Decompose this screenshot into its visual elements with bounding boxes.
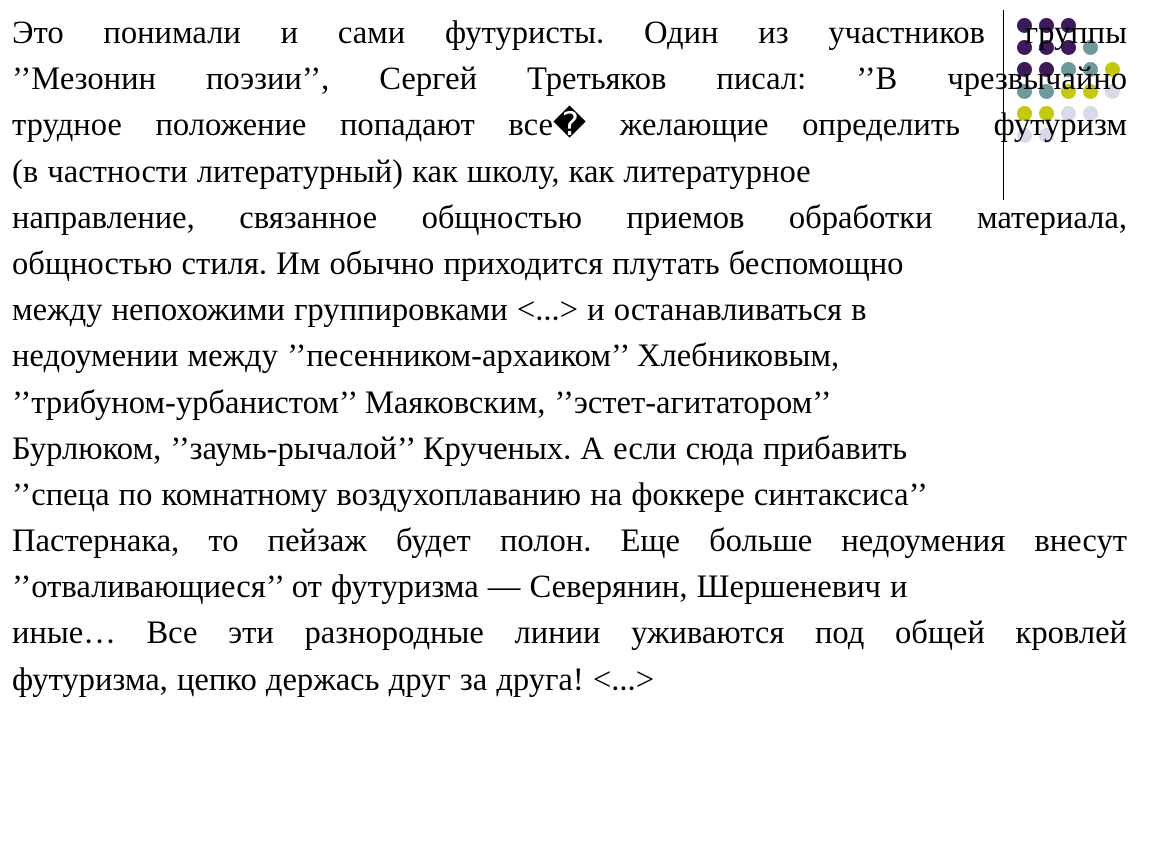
text-line: Это понимали и сами футуристы. Один из участников группы bbox=[12, 15, 1127, 51]
text-line: трудное положение попадают все� желающие определить футуризм bbox=[12, 107, 1127, 144]
text-line: общностью стиля. Им обычно приходится плутать беспомощно bbox=[12, 245, 904, 282]
text-line: иные… Все эти разнородные линии уживаются под общей кровлей bbox=[12, 615, 1127, 652]
text-line: недоумении между ’’песенником-архаиком’’ Хлебниковым, bbox=[12, 338, 840, 375]
text-line: ’’трибуном-урбанистом’’ Маяковским, ’’эстет-агитатором’’ bbox=[12, 384, 832, 421]
text-line: Бурлюком, ’’заумь-рычалой’’ Крученых. А если сюда прибавить bbox=[12, 430, 908, 467]
text-line: между непохожими группировками <...> и останавливаться в bbox=[12, 292, 867, 329]
text-line: (в частности литературный) как школу, как литературное bbox=[12, 153, 811, 190]
text-line: направление, связанное общностью приемов обработки материала, bbox=[12, 199, 1127, 236]
text-line: Пастернака, то пейзаж будет полон. Еще больше недоумения внесут bbox=[12, 523, 1127, 560]
text-line: ’’отваливающиеся’’ от футуризма — Северянин, Шершеневич и bbox=[12, 569, 908, 606]
text-line: футуризма, цепко держась друг за друга! <...> bbox=[12, 661, 655, 698]
quote-paragraph bbox=[12, 10, 1127, 703]
text-line: ’’спеца по комнатному воздухоплаванию на фоккере синтаксиса’’ bbox=[12, 476, 928, 513]
text-line: ’’Мезонин поэзии’’, Сергей Третьяков писал: ’’В чрезвычайно bbox=[12, 61, 1127, 98]
